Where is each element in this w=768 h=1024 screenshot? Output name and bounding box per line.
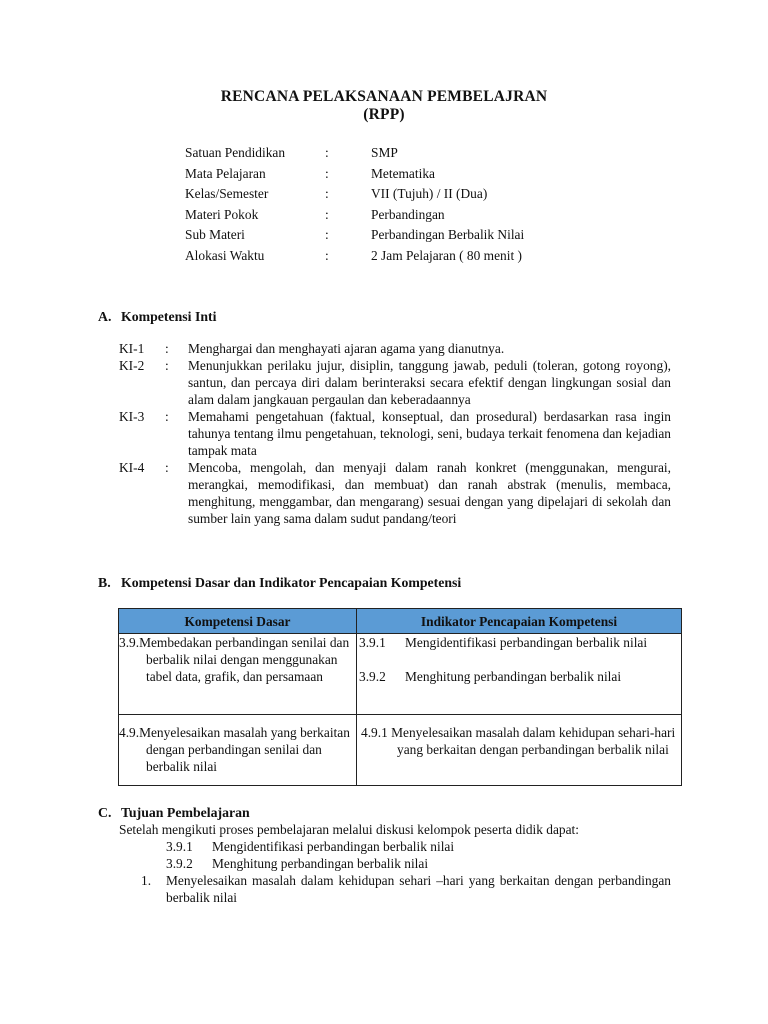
section-letter: C. [98,805,112,820]
ki-code: KI-2 [119,358,145,373]
list-number: 1. [141,873,152,888]
info-value: Perbandingan Berbalik Nilai [371,227,525,243]
tujuan-numbered-text: Menyelesaikan masalah dalam kehidupan sehari –hari yang berkaitan dengan perbandingan berbalik nilai [166,873,671,905]
info-value: SMP [371,145,398,160]
kd-text: 4.9.Menyelesaikan masalah yang berkaitan dengan perbandingan senilai dan berbalik nilai [119,725,350,774]
tujuan-sub-item [119,838,671,855]
info-label: Satuan Pendidikan [185,145,286,160]
info-label: Alokasi Waktu [185,247,265,263]
table-cell-indicator [357,634,682,715]
info-colon: : [325,206,329,222]
section-b-heading [98,574,461,591]
ki-item [119,408,671,459]
indicator-item [357,634,681,651]
info-colon: : [325,186,329,202]
info-value: 2 Jam Pelajaran ( 80 menit ) [371,247,522,263]
ki-colon: : [165,409,169,424]
ki-code: KI-1 [119,341,145,356]
ki-text: Menunjukkan perilaku jujur, disiplin, tanggung jawab, peduli (toleran, gotong royong), santun, dan percaya diri dalam berinteraksi secara efektif dengan lingkungan sosial dan alam dalam jangkauan pergaulan dan keberadaannya [188,358,671,407]
ki-text: Memahami pengetahuan (faktual, konseptual, dan prosedural) berdasarkan rasa ingin tahunya tentang ilmu pengetahuan, teknologi, seni, budaya terkait fenomena dan kejadian tampak mata [188,409,671,458]
tujuan-sub-number: 3.9.2 [166,856,193,871]
tujuan-block [119,821,671,906]
ki-colon: : [165,341,169,356]
tujuan-intro: Setelah mengikuti proses pembelajaran melalui diskusi kelompok peserta didik dapat: [119,822,580,837]
ki-code: KI-3 [119,409,145,424]
indicator-text: 4.9.1 Menyelesaikan masalah dalam kehidupan sehari-hari yang berkaitan dengan perbandingan berbalik nilai [361,725,676,757]
info-colon: : [325,247,329,263]
info-row-submateri [185,226,605,247]
kompetensi-table [118,608,682,786]
section-letter: B. [98,575,111,590]
document-subtitle: (RPP) [363,106,405,123]
tujuan-sub-text: Mengidentifikasi perbandingan berbalik nilai [212,839,455,854]
ki-code: KI-4 [119,460,145,475]
column-header: Kompetensi Dasar [119,609,357,634]
info-row-kelas [185,185,605,206]
info-label: Materi Pokok [185,206,259,222]
identity-block [185,144,605,268]
info-value: Perbandingan [371,206,445,222]
column-header: Indikator Pencapaian Kompetensi [357,609,682,634]
ki-text: Mencoba, mengolah, dan menyaji dalam ranah konkret (menggunakan, mengurai, merangkai, memodifikasi, dan membuat) dan ranah abstrak (menulis, membaca, menghitung, menggambar, dan mengarang) sesuai dengan yang dipelajari di sekolah dan sumber lain yang sama dalam sudut pandang/teori [188,460,671,526]
section-title: Kompetensi Inti [121,309,217,324]
info-label: Kelas/Semester [185,186,269,202]
table-header-row [119,609,682,634]
table-cell-indicator [357,715,682,786]
info-colon: : [325,227,329,243]
kd-text: 3.9.Membedakan perbandingan senilai dan berbalik nilai dengan menggunakan tabel data, grafik, dan persamaan [119,635,350,684]
indicator-text: Menghitung perbandingan berbalik nilai [405,669,622,684]
info-value: Metematika [371,165,435,181]
ki-item [119,357,671,408]
ki-item [119,459,671,527]
indicator-text: Mengidentifikasi perbandingan berbalik nilai [405,635,648,650]
tujuan-numbered-item [119,872,671,906]
table-cell-kd [119,634,357,715]
info-row-alokasi [185,247,605,268]
info-colon: : [325,145,329,160]
tujuan-sub-number: 3.9.1 [166,839,193,854]
ki-colon: : [165,460,169,475]
info-label: Sub Materi [185,227,245,243]
ki-item [119,340,671,357]
info-label: Mata Pelajaran [185,165,266,181]
indicator-number: 3.9.1 [359,635,386,650]
info-row-mapel [185,165,605,186]
info-value: VII (Tujuh) / II (Dua) [371,186,488,202]
table-cell-kd [119,715,357,786]
section-a-heading [98,308,216,325]
indicator-item [357,668,681,685]
document-title: RENCANA PELAKSANAAN PEMBELAJRAN [220,88,548,105]
ki-colon: : [165,358,169,373]
table-row [119,634,682,715]
table-row [119,715,682,786]
section-letter: A. [98,309,112,324]
section-title: Kompetensi Dasar dan Indikator Pencapaian Kompetensi [121,575,462,590]
info-row-satuan [185,144,605,165]
indicator-number: 3.9.2 [359,669,386,684]
info-colon: : [325,165,329,181]
section-c-heading [98,804,250,821]
tujuan-sub-text: Menghitung perbandingan berbalik nilai [212,856,429,871]
tujuan-sub-item [119,855,671,872]
section-title: Tujuan Pembelajaran [121,805,250,820]
info-row-materi [185,206,605,227]
kompetensi-inti-list [119,340,671,527]
ki-text: Menghargai dan menghayati ajaran agama yang dianutnya. [188,341,505,356]
